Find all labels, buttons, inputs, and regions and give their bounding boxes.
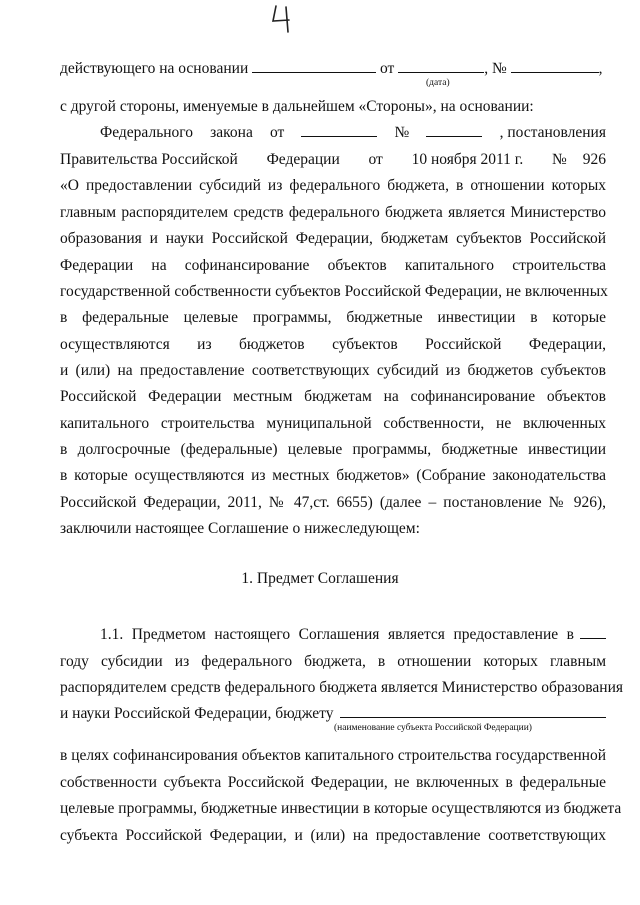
basis-line-4: главным распорядителем средств федерального бюджета является Министерство (60, 204, 606, 221)
basis-line-14: в которые осуществляются из местных бюджетов» (Собрание законодательства (60, 467, 606, 484)
basis-line-7: государственной собственности субъектов Российской Федерации, не включенных (60, 283, 608, 300)
year-blank (580, 624, 606, 639)
basis-line-8: в федеральные целевые программы, бюджетные инвестиции в которые (60, 309, 606, 326)
date-blank (398, 58, 484, 73)
trailing-comma: , (598, 60, 603, 77)
basis-word: от (269, 124, 285, 141)
basis-line-6: Федерации на софинансирование объектов капитального строительства (60, 257, 606, 274)
basis-word: 10 ноября 2011 г. (411, 151, 524, 168)
basis-word: от (368, 151, 383, 168)
clause-text: и науки Российской Федерации, бюджету (60, 705, 334, 722)
law-date-blank (301, 122, 377, 137)
clause-1-1-line-5: в целях софинансирования объектов капитального строительства государственной (60, 747, 606, 764)
acting-basis-line (60, 58, 606, 80)
subject-caption: (наименование субъекта Российской Федерации) (334, 723, 532, 733)
other-side-line: с другой стороны, именуемые в дальнейшем «Стороны», на основании: (60, 98, 534, 115)
number-sign: № (491, 60, 507, 77)
basis-word: № (394, 124, 410, 141)
basis-word: , постановления (499, 124, 606, 141)
clause-1-1-line-4 (60, 703, 606, 725)
basis-line-13: в долгосрочные (федеральные) целевые программы, бюджетные инвестиции (60, 441, 606, 458)
basis-blank (252, 58, 376, 73)
basis-line-11: Российской Федерации местным бюджетам на софинансирование объектов (60, 388, 606, 405)
acting-basis-text: действующего на основании (60, 60, 249, 77)
basis-line-15: Российской Федерации, 2011, № 47,ст. 6655) (далее – постановление № 926), (60, 494, 606, 511)
clause-1-1-line-2: году субсидии из федерального бюджета, в отношении которых главным (60, 653, 606, 670)
clause-text: 1.1. Предметом настоящего Соглашения является предоставление в (100, 626, 574, 643)
basis-word: Федерации (266, 151, 340, 168)
clause-1-1-line-7: целевые программы, бюджетные инвестиции в которые осуществляются из бюджета (60, 800, 622, 817)
number-blank (511, 58, 599, 73)
clause-1-1-line-3: распорядителем средств федерального бюджета является Министерство образования (60, 679, 624, 696)
from-text: от (379, 60, 395, 77)
basis-line-12: капитального строительства муниципальной собственности, не включенных (60, 415, 606, 432)
law-number-blank (426, 122, 482, 137)
basis-line-5: образования и науки Российской Федерации, бюджетам субъектов Российской (60, 230, 606, 247)
basis-line-2 (60, 149, 606, 171)
basis-line-10: и (или) на предоставление соответствующих субсидий из бюджетов субъектов (60, 362, 606, 379)
basis-line-16: заключили настоящее Соглашение о нижеследующем: (60, 520, 420, 537)
basis-word: Правительства Российской (60, 151, 238, 168)
section-1-heading: 1. Предмет Соглашения (241, 570, 399, 587)
basis-line-3: «О предоставлении субсидий из федерального бюджета, в отношении которых (60, 177, 606, 194)
basis-line-1 (100, 122, 606, 144)
subject-name-blank (340, 703, 606, 718)
basis-word: Федерального (100, 124, 194, 141)
clause-1-1-line-1 (100, 624, 606, 646)
basis-line-9: осуществляются из бюджетов субъектов Российской Федерации, (60, 336, 606, 353)
clause-1-1-line-6: собственности субъекта Российской Федерации, не включенных в федеральные (60, 774, 606, 791)
basis-word: закона (210, 124, 253, 141)
handwritten-page-number (270, 4, 294, 34)
clause-1-1-line-8: субъекта Российской Федерации, и (или) на предоставление соответствующих (60, 827, 606, 844)
comma-text: , (484, 60, 489, 77)
date-caption: (дата) (426, 78, 450, 88)
basis-word: № 926 (552, 151, 606, 168)
